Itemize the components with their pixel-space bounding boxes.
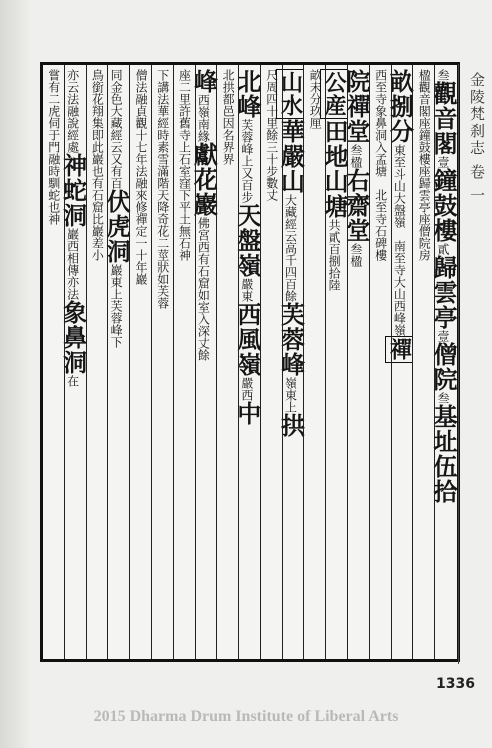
text-column bbox=[43, 69, 63, 655]
text-column bbox=[370, 69, 390, 655]
column-rule bbox=[412, 65, 413, 659]
annotation-text: 歸雲亭 bbox=[417, 177, 432, 213]
main-text: 基址伍拾 bbox=[429, 404, 458, 504]
main-text: 西風嶺 bbox=[232, 302, 262, 377]
column-rule bbox=[303, 65, 304, 659]
text-column bbox=[217, 69, 237, 655]
annotation-text: 壹 bbox=[436, 330, 450, 342]
section-heading: 禪 bbox=[386, 338, 413, 361]
text-column bbox=[341, 69, 371, 655]
annotation-text: 芙蓉峰上又百步 bbox=[239, 119, 254, 203]
text-column bbox=[87, 69, 107, 655]
text-column bbox=[102, 69, 132, 655]
facing-page-edge bbox=[0, 0, 32, 748]
column-rule bbox=[391, 65, 392, 659]
annotation-text: 巖東上芙蓉峰下 bbox=[109, 264, 124, 348]
column-rule bbox=[369, 65, 370, 659]
column-rule bbox=[238, 65, 239, 659]
text-column bbox=[232, 69, 262, 655]
annotation-text: 僧院 bbox=[417, 225, 432, 249]
annotation-text: 嶺東上 bbox=[283, 377, 298, 413]
column-rule bbox=[64, 65, 65, 659]
column-rule bbox=[151, 65, 152, 659]
annotation-text: 嚴西 bbox=[239, 377, 254, 401]
annotation-text: 叁 bbox=[436, 392, 450, 404]
annotation-text: 貳 bbox=[436, 243, 450, 255]
annotation-text: 座 bbox=[417, 213, 432, 225]
annotation-text: 觀音閣 bbox=[417, 81, 432, 117]
text-column bbox=[130, 69, 150, 655]
main-text: 芙蓉峰 bbox=[276, 302, 306, 377]
annotation-text: 有石窟比巖差小 bbox=[90, 177, 105, 261]
text-frame bbox=[40, 62, 460, 662]
main-text: 禪堂 bbox=[341, 94, 371, 144]
main-text: 僧院 bbox=[429, 342, 458, 392]
main-text: 北峰 bbox=[232, 69, 262, 119]
main-text: 鐘鼓樓 bbox=[429, 168, 458, 243]
annotation-text: 界 bbox=[221, 141, 236, 153]
annotation-text: 座 bbox=[417, 165, 432, 177]
column-rule bbox=[434, 65, 435, 659]
main-text: 天盤嶺 bbox=[232, 203, 262, 278]
text-column bbox=[174, 69, 194, 655]
annotation-text: 北拱都邑因名 bbox=[221, 69, 236, 141]
main-text: 右齋堂 bbox=[341, 168, 371, 243]
annotation-text: 叁 bbox=[348, 243, 363, 255]
annotation-text: 叁 bbox=[436, 69, 450, 81]
column-rule bbox=[325, 65, 326, 659]
annotation-text: 神 bbox=[46, 213, 61, 225]
annotation-text: 同金色大藏經云又有百 bbox=[109, 69, 124, 189]
column-rule bbox=[216, 65, 217, 659]
column-rule bbox=[282, 65, 283, 659]
annotation-text: 楹 bbox=[348, 255, 363, 267]
text-column bbox=[320, 69, 350, 655]
text-column bbox=[385, 69, 415, 655]
column-rule bbox=[173, 65, 174, 659]
text-column bbox=[304, 69, 324, 655]
text-column bbox=[152, 69, 172, 655]
annotation-text: 鐘鼓樓 bbox=[417, 129, 432, 165]
annotation-text: 楹 bbox=[417, 69, 432, 81]
annotation-text: 叁 bbox=[348, 144, 363, 156]
main-text: 伏虎洞 bbox=[102, 189, 132, 264]
annotation-text: 未分玖厘 bbox=[308, 81, 323, 129]
annotation-text: 融時馴蛇也 bbox=[46, 153, 61, 213]
annotation-text: 東至斗山大盤嶺 南至寺大山西峰嶺 bbox=[392, 144, 407, 336]
annotation-text: 大藏經云高千四百餘 bbox=[283, 194, 298, 302]
annotation-text: 楹 bbox=[348, 156, 363, 168]
annotation-text: 嘗有二虎伺于門 bbox=[46, 69, 61, 153]
annotation-text: 共貳百捌拾陸 bbox=[327, 219, 342, 291]
column-rule bbox=[107, 65, 108, 659]
main-text: 華嚴山 bbox=[276, 119, 306, 194]
main-text: 拱 bbox=[276, 413, 306, 438]
annotation-text: 嚴東 bbox=[239, 278, 254, 302]
annotation-text: 座 bbox=[417, 117, 432, 129]
text-column bbox=[189, 69, 219, 655]
annotation-text: 上石室窪下平土無石神 bbox=[177, 141, 192, 261]
annotation-text: 數丈 bbox=[264, 177, 279, 201]
main-text: 歸雲亭 bbox=[429, 255, 458, 330]
main-text: 田地山塘 bbox=[320, 119, 350, 219]
annotation-text: 下講法華經時素雪滿階天降奇花二莖狀如芙蓉 bbox=[155, 69, 170, 309]
annotation-text: 舊寺 bbox=[177, 117, 192, 141]
text-column bbox=[261, 69, 281, 655]
annotation-text: 座二里許 bbox=[177, 69, 192, 117]
column-rule bbox=[260, 65, 261, 659]
annotation-text: 房 bbox=[417, 249, 432, 261]
text-column bbox=[58, 69, 88, 655]
annotation-text: 僧法融貞觀十七年法融來修禪定一十年巖 bbox=[133, 69, 148, 285]
main-text: 院 bbox=[341, 69, 371, 94]
main-text: 中 bbox=[232, 401, 262, 426]
main-text: 峰 bbox=[189, 69, 219, 94]
annotation-text: 西嶺南緣 bbox=[196, 94, 211, 142]
annotation-text: 佛宮西有石窟如室入深丈餘 bbox=[196, 217, 211, 361]
column-rule bbox=[129, 65, 130, 659]
column-rule bbox=[347, 65, 348, 659]
annotation-text: 壹 bbox=[436, 156, 450, 168]
column-rule bbox=[86, 65, 87, 659]
column-rule bbox=[195, 65, 196, 659]
main-text: 神蛇洞 bbox=[58, 153, 88, 228]
section-heading: 公産 bbox=[321, 71, 348, 117]
main-text: 象鼻洞 bbox=[58, 300, 88, 375]
main-text: 獻花巖 bbox=[189, 142, 219, 217]
main-text: 觀音閣 bbox=[429, 81, 458, 156]
text-column bbox=[413, 69, 433, 655]
margin-title: 金陵梵刹志 卷 一 bbox=[458, 64, 488, 664]
text-column bbox=[276, 69, 306, 655]
annotation-text: 巖西相傳亦法 bbox=[65, 228, 80, 300]
section-heading: 山水 bbox=[277, 71, 304, 117]
watermark: 2015 Dharma Drum Institute of Liberal Arts bbox=[93, 708, 399, 725]
annotation-text: 在 bbox=[65, 375, 80, 387]
page-number: 1336 bbox=[436, 676, 475, 692]
annotation-text: 亦云法融說經處 bbox=[65, 69, 80, 153]
annotation-text: 尺周四十里餘三十步 bbox=[264, 69, 279, 177]
annotation-text: 鳥銜花翔集即此巖也 bbox=[90, 69, 105, 177]
annotation-text: 畝 bbox=[308, 69, 323, 81]
annotation-text: 界 bbox=[221, 153, 236, 165]
text-column bbox=[429, 69, 458, 655]
annotation-text: 西至寺象鼻洞入孟塘 北至寺石碑樓 bbox=[373, 69, 388, 261]
main-text: 畝捌分 bbox=[385, 69, 415, 144]
